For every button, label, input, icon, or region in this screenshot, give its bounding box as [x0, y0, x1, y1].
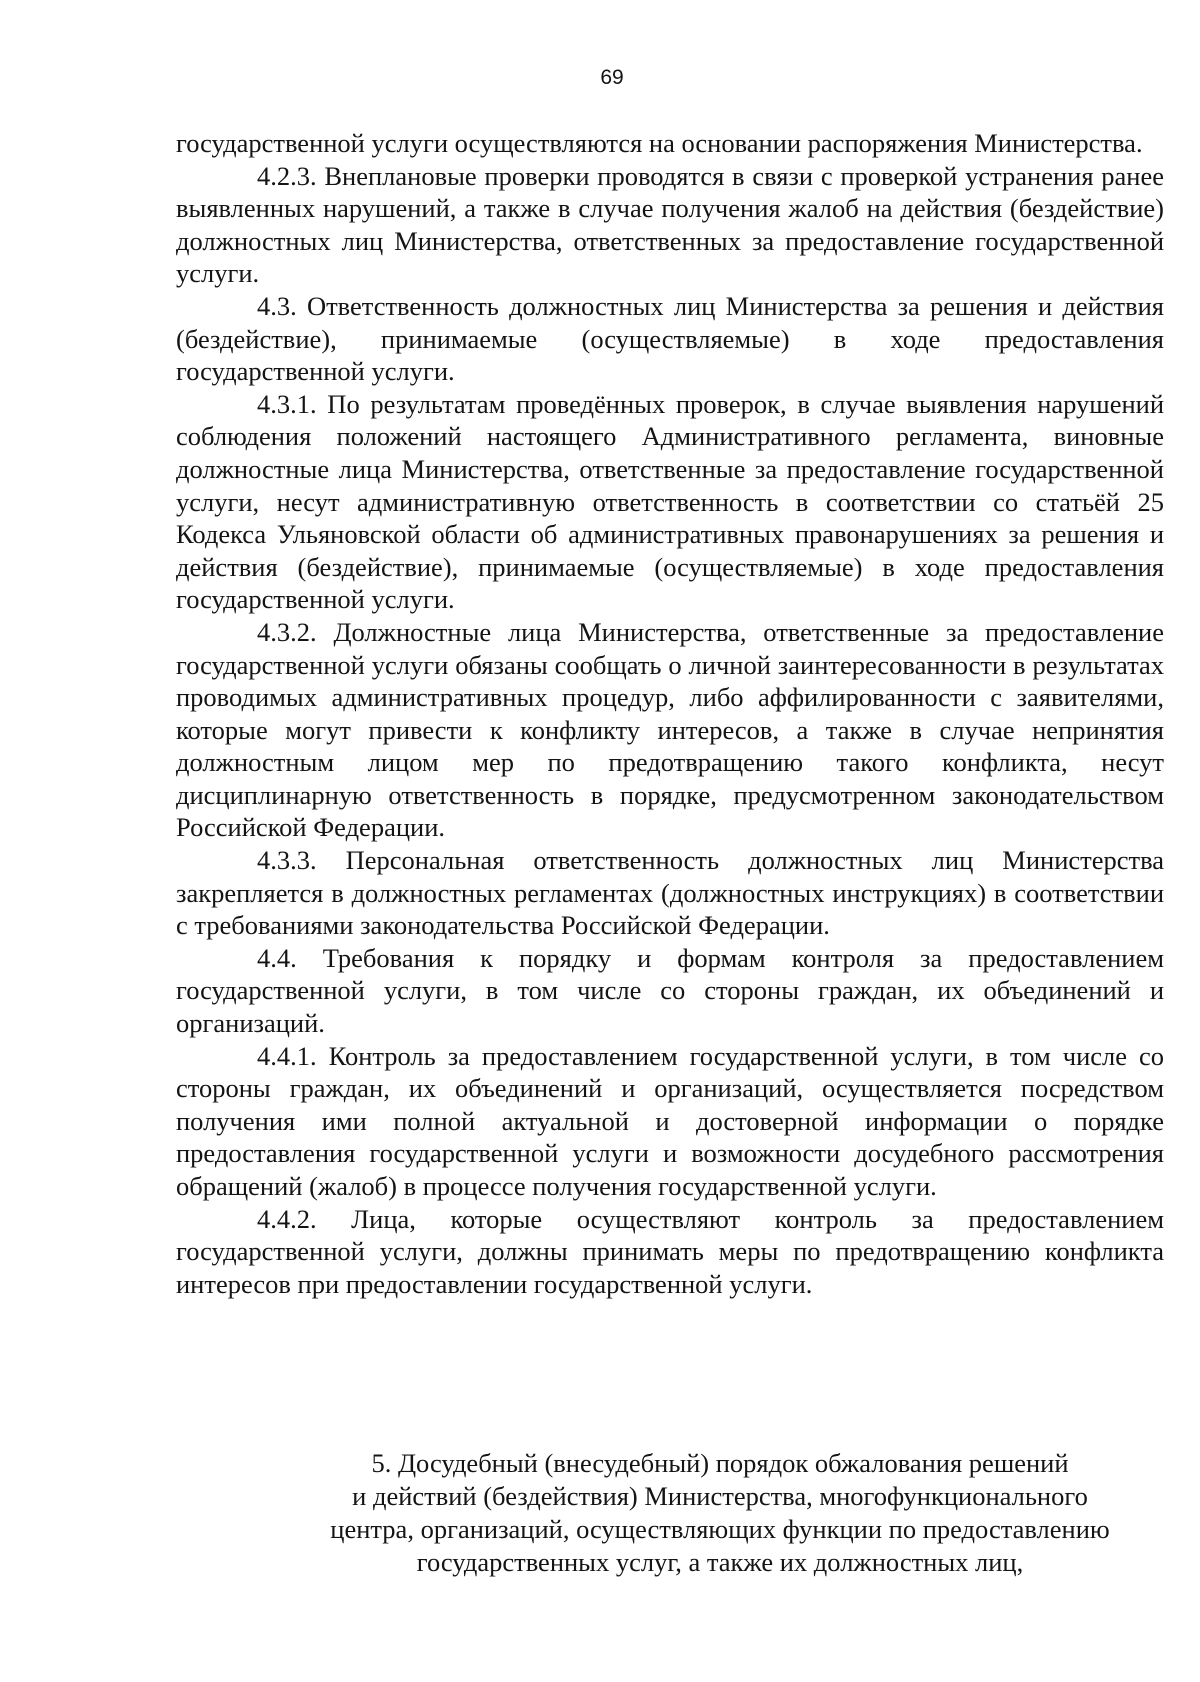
body-text — [176, 127, 1164, 1300]
paragraph-4-3-1: 4.3.1. По результатам проведённых проверок, в случае выявления нарушений соблюдения положений настоящего Административного регламента, виновные должностные лица Министерства, ответственные за предоставление государственной услуги, несут административную ответственность в соответствии со статьёй 25 Кодекса Ульяновской области об административных правонарушениях за решения и действия (бездействие), принимаемые (осуществляемые) в ходе предоставления государственной услуги. — [176, 388, 1164, 615]
heading-line: 5. Досудебный (внесудебный) порядок обжалования решений — [371, 1448, 1069, 1478]
paragraph-4-3-3: 4.3.3. Персональная ответственность должностных лиц Министерства закрепляется в должностных регламентах (должностных инструкциях) в соответствии с требованиями законодательства Российской Федерации. — [176, 845, 1164, 941]
heading-line: и действий (бездействия) Министерства, многофункционального — [352, 1481, 1088, 1511]
paragraph-4-4-1: 4.4.1. Контроль за предоставлением государственной услуги, в том числе со стороны граждан, их объединений и организаций, осуществляется посредством получения ими полной актуальной и достоверной информации о порядке предоставления государственной услуги и возможности досудебного рассмотрения обращений (жалоб) в процессе получения государственной услуги. — [176, 1040, 1164, 1201]
heading-line: центра, организаций, осуществляющих функции по предоставлению — [330, 1514, 1110, 1544]
paragraph-4-4-2: 4.4.2. Лица, которые осуществляют контроль за предоставлением государственной услуги, должны принимать меры по предотвращению конфликта интересов при предоставлении государственной услуги. — [176, 1203, 1164, 1299]
paragraph-4-2-3: 4.2.3. Внеплановые проверки проводятся в связи с проверкой устранения ранее выявленных нарушений, а также в случае получения жалоб на действия (бездействие) должностных лиц Министерства, ответственных за предоставление государственной услуги. — [176, 160, 1164, 289]
paragraph-4-4: 4.4. Требования к порядку и формам контроля за предоставлением государственной услуги, в том числе со стороны граждан, их объединений и организаций. — [176, 942, 1164, 1039]
paragraph-4-3: 4.3. Ответственность должностных лиц Министерства за решения и действия (бездействие), принимаемые (осуществляемые) в ходе предоставления государственной услуги. — [176, 290, 1164, 387]
paragraph-continuation: государственной услуги осуществляются на основании распоряжения Министерства. — [176, 128, 1143, 158]
paragraph-4-3-2: 4.3.2. Должностные лица Министерства, ответственные за предоставление государственной услуги обязаны сообщать о личной заинтересованности в результатах проводимых административных процедур, либо аффилированности с заявителями, которые могут привести к конфликту интересов, а также в случае непринятия должностным лицом мер по предотвращению такого конфликта, несут дисциплинарную ответственность в порядке, предусмотренном законодательством Российской Федерации. — [176, 616, 1164, 843]
section-5-heading — [280, 1447, 1160, 1579]
heading-line: государственных услуг, а также их должностных лиц, — [416, 1547, 1024, 1577]
page-number: 69 — [600, 66, 624, 89]
